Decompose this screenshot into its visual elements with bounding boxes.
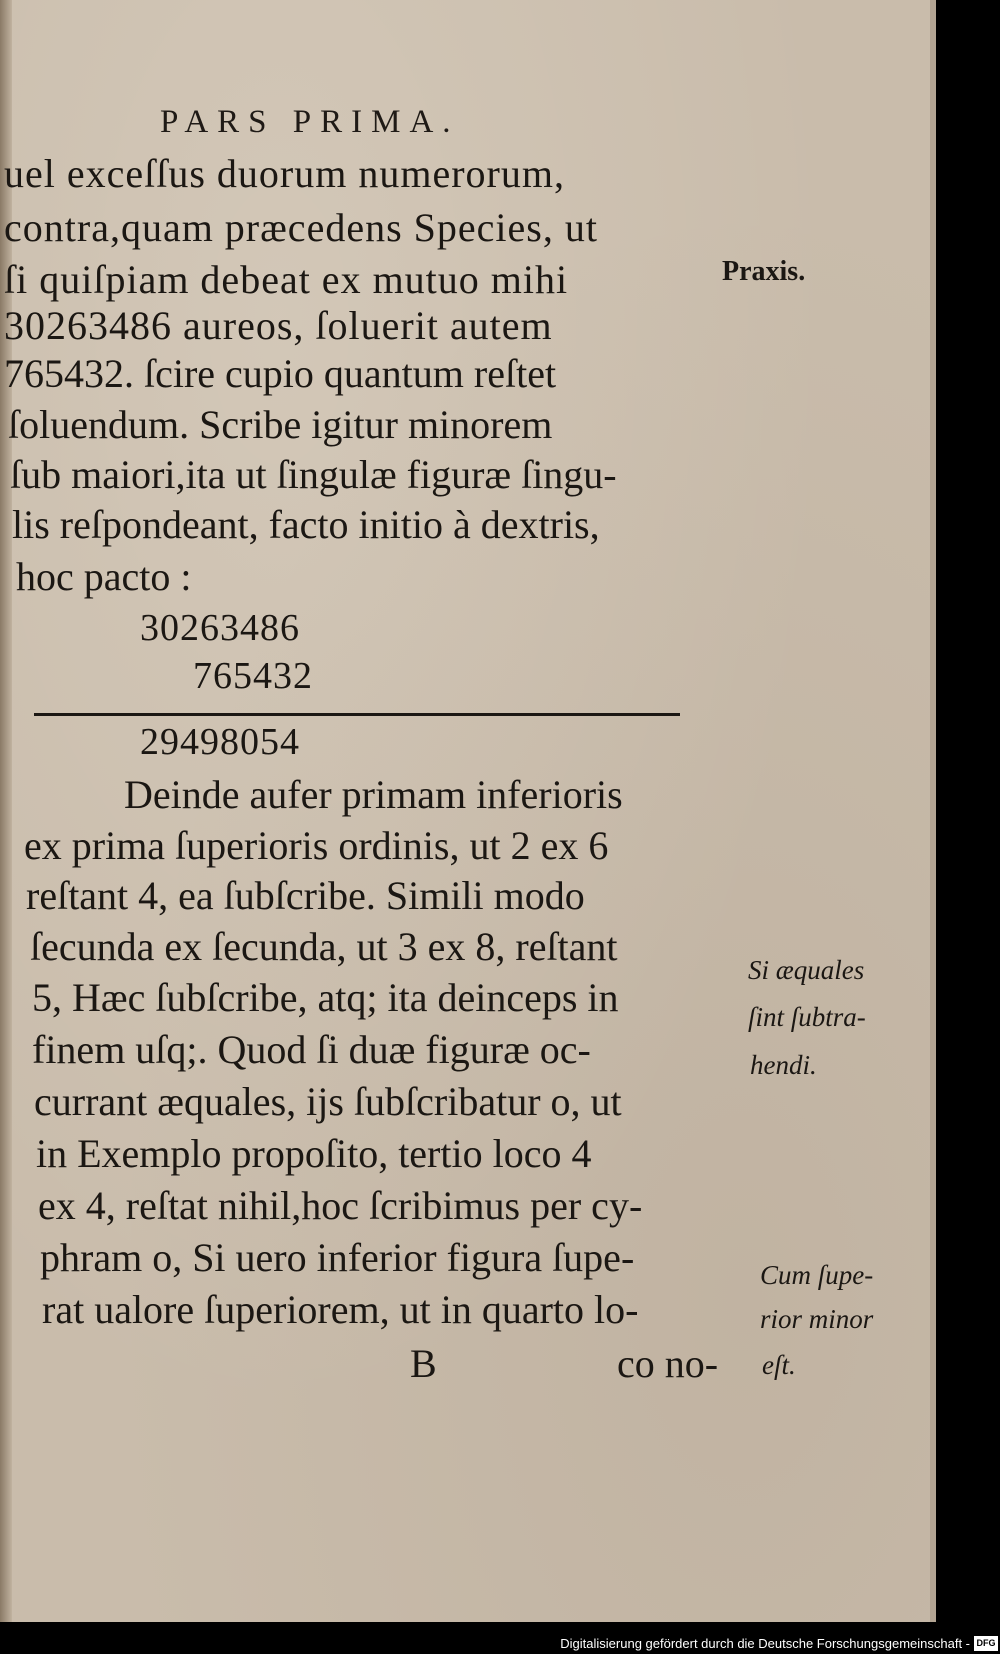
text-line: in Exemplo propoſito, tertio loco 4 <box>36 1131 592 1176</box>
text-line: ſecunda ex ſecunda, ut 3 ex 8, reſtant <box>30 924 618 969</box>
text-line: ſoluendum. Scribe igitur minorem <box>8 402 553 447</box>
footer-bar <box>0 1630 1000 1654</box>
text-line: hoc pacto : <box>16 554 192 599</box>
dfg-logo: DFG <box>974 1636 998 1651</box>
margin-note-praxis: Praxis. <box>722 256 806 287</box>
signature-mark: B <box>410 1341 437 1386</box>
calc-rule <box>34 713 680 716</box>
text-line: 30263486 aureos, ſoluerit autem <box>4 303 553 348</box>
calc-result: 29498054 <box>140 721 300 763</box>
text-line: ſub maiori,ita ut ſingulæ figuræ ſingu- <box>10 452 617 497</box>
running-head: PARS PRIMA. <box>160 104 460 140</box>
margin-note-line: ſint ſubtra- <box>748 1002 866 1032</box>
text-line: finem uſq;. Quod ſi duæ figuræ oc- <box>32 1027 591 1072</box>
text-line: uel exceſſus duorum numerorum, <box>4 151 565 196</box>
margin-note-line: rior minor <box>760 1304 874 1334</box>
margin-note-line: eſt. <box>762 1350 796 1380</box>
text-line: 765432. ſcire cupio quantum reſtet <box>4 351 557 396</box>
text-line: rat ualore ſuperiorem, ut in quarto lo- <box>42 1287 639 1332</box>
text-line: contra,quam præcedens Species, ut <box>4 205 598 250</box>
text-line: reſtant 4, ea ſubſcribe. Simili modo <box>26 873 585 918</box>
margin-note-line: Si æquales <box>748 955 865 985</box>
text-line: Deinde aufer primam inferioris <box>124 772 623 817</box>
text-line: ex 4, reſtat nihil,hoc ſcribimus per cy- <box>38 1183 643 1228</box>
calc-subtrahend: 765432 <box>193 655 313 697</box>
text-line: 5, Hæc ſubſcribe, atq; ita deinceps in <box>32 975 619 1020</box>
funding-credit: Digitalisierung gefördert durch die Deutsche Forschungsgemeinschaft - <box>560 1636 970 1651</box>
text-line: ex prima ſuperioris ordinis, ut 2 ex 6 <box>24 823 609 868</box>
catchword: co no- <box>617 1341 719 1386</box>
text-line: ſi quiſpiam debeat ex mutuo mihi <box>4 257 569 302</box>
margin-note-line: hendi. <box>750 1050 817 1080</box>
margin-note-line: Cum ſupe- <box>760 1260 874 1290</box>
text-line: phram o, Si uero inferior figura ſupe- <box>40 1235 635 1280</box>
text-line: currant æquales, ijs ſubſcribatur o, ut <box>34 1079 622 1124</box>
text-line: lis reſpondeant, facto initio à dextris, <box>12 502 600 547</box>
calc-minuend: 30263486 <box>140 607 300 649</box>
